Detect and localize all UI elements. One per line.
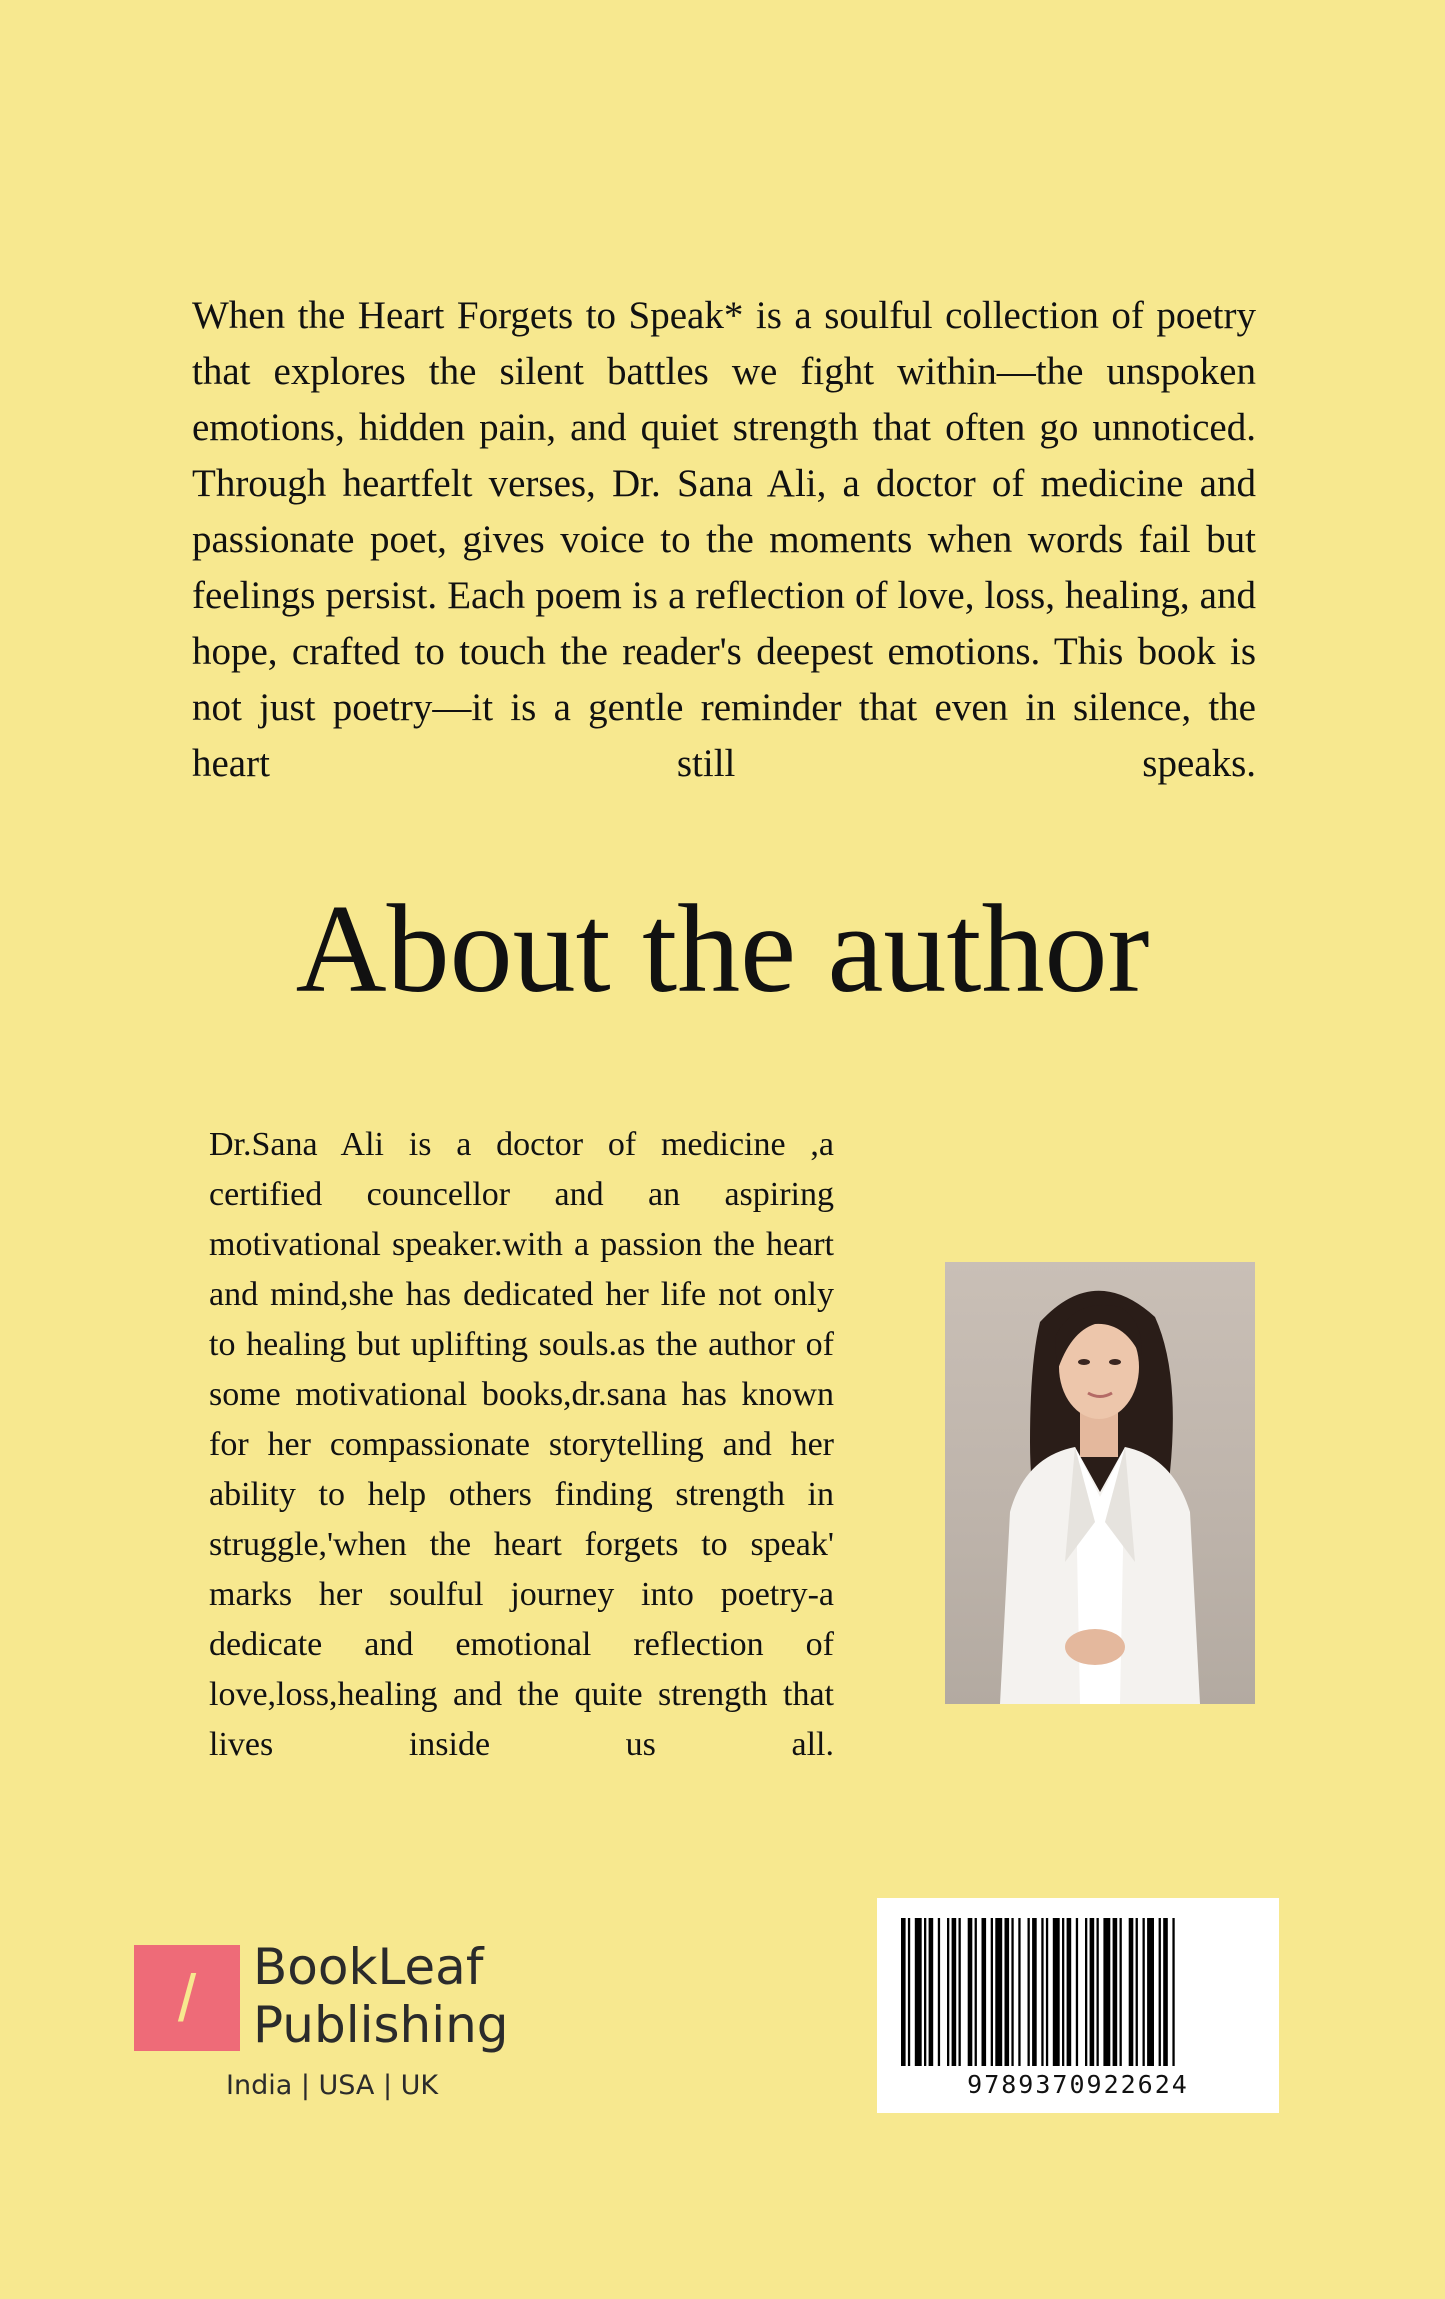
barcode-bar (1120, 1918, 1122, 2066)
barcode-bar (1143, 1918, 1145, 2066)
barcode-bar (1159, 1918, 1161, 2066)
barcode-bar (1097, 1918, 1099, 2066)
barcode-bar (1103, 1918, 1110, 2066)
about-author-heading: About the author (295, 880, 1150, 1019)
barcode-bar (929, 1918, 934, 2066)
barcode-bar (1032, 1918, 1037, 2066)
barcode-bar (908, 1918, 910, 2066)
barcode-bar (1076, 1918, 1078, 2066)
barcode-bar (1005, 1918, 1010, 2066)
barcode-bar (975, 1918, 977, 2066)
barcode-bar (1113, 1918, 1118, 2066)
barcode-bar (1028, 1918, 1030, 2066)
book-blurb: When the Heart Forgets to Speak* is a soulful collection of poetry that explores the silent battles we fight within—the unspoken emotions, hidden pain, and quiet strength that often go unnoticed. Through heartfelt verses, Dr. Sana Ali, a doctor of medicine and passionate poet, gives voice to the moments when words fail but feelings persist. Each poem is a reflection of love, loss, healing, and hope, crafted to touch the reader's deepest emotions. This book is not just poetry—it is a gentle reminder that even in silence, the heart still speaks. (192, 294, 1256, 785)
logo-slash: / (177, 1961, 197, 2035)
isbn-number: 9789370922624 (967, 2070, 1189, 2099)
publisher-name-line2: Publishing (253, 1996, 509, 2054)
barcode-bar (1062, 1918, 1064, 2066)
barcode-bar (995, 1918, 1002, 2066)
barcode-bar (1018, 1918, 1020, 2066)
barcode-bar (938, 1918, 940, 2066)
publisher-logo-icon (134, 1945, 240, 2051)
publisher-name (253, 1938, 509, 2054)
author-photo (945, 1262, 1255, 1704)
publisher-name-line1: BookLeaf (253, 1938, 484, 1996)
barcode-bar (1053, 1918, 1060, 2066)
publisher-regions: India | USA | UK (226, 2070, 439, 2101)
barcode-bar (1041, 1918, 1043, 2066)
barcode-bar (959, 1918, 961, 2066)
barcode-bar (924, 1918, 926, 2066)
barcode-bar (1129, 1918, 1134, 2066)
barcode-bar (1011, 1918, 1013, 2066)
barcode-bar (1163, 1918, 1168, 2066)
barcode-bar (991, 1918, 993, 2066)
barcode-bar (968, 1918, 973, 2066)
barcode-bar (1147, 1918, 1154, 2066)
barcode-bar (1067, 1918, 1072, 2066)
barcode-bar (915, 1918, 922, 2066)
barcode-bar (952, 1918, 957, 2066)
barcode-bar (947, 1918, 949, 2066)
author-bio: Dr.Sana Ali is a doctor of medicine ,a certified councellor and an aspiring motivational speaker.with a passion the heart and mind,she has dedicated her life not only to healing but uplifting souls.as the author of some motivational books,dr.sana has known for her compassionate storytelling and her ability to help others finding strength in struggle,'when the heart forgets to speak' marks her soulful journey into poetry-a dedicate and emotional reflection of love,loss,healing and the quite strength that lives inside us all. (209, 1126, 834, 1763)
barcode-bar (1085, 1918, 1087, 2066)
barcode-bar (1172, 1918, 1174, 2066)
barcode-bar (1046, 1918, 1048, 2066)
barcode-bar (1136, 1918, 1138, 2066)
barcode (877, 1898, 1279, 2113)
barcode-bar (901, 1918, 906, 2066)
barcode-bar (982, 1918, 987, 2066)
barcode-bar (1090, 1918, 1095, 2066)
barcode-bars (901, 1918, 1255, 2066)
